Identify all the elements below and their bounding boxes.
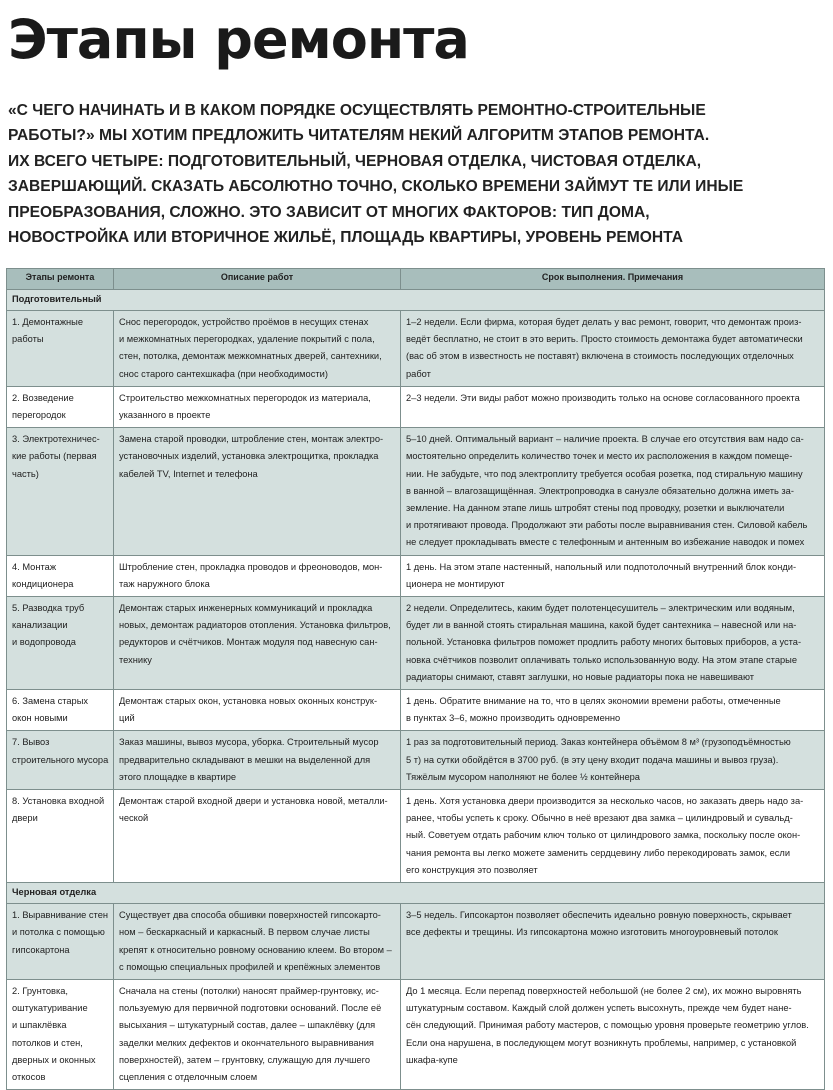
- table-row: [7, 731, 825, 790]
- description-cell: [114, 428, 401, 555]
- table-row: [7, 555, 825, 596]
- cell-line: Сначала на стены (потолки) наносят праймер-грунтовку, ис-: [119, 985, 379, 996]
- cell-line: кабелей TV, Internet и телефона: [119, 468, 258, 479]
- cell-line: редукторов и счётчиков. Монтаж модуля под навесную сан-: [119, 637, 378, 648]
- table-row: [7, 979, 825, 1089]
- cell-line: работы: [12, 334, 44, 345]
- column-header-stage: Этапы ремонта: [7, 269, 114, 290]
- cell-line: высыхания – штукатурный состав, далее – шпаклёвку (для: [119, 1020, 376, 1031]
- cell-line: новка счётчиков позволит оплачивать только использованную воду. На этом этапе старые: [406, 654, 798, 665]
- cell-line: оштукатуривание: [12, 1003, 88, 1014]
- column-header-deadline: Срок выполнения. Примечания: [401, 269, 825, 290]
- cell-line: строительного мусора: [12, 754, 109, 765]
- cell-line: и протягивают провода. Продолжают эти работы после выравнивания стен. Силовой кабель: [406, 520, 808, 531]
- lead-line: ЗАВЕРШАЮЩИЙ. СКАЗАТЬ АБСОЛЮТНО ТОЧНО, СКОЛЬКО ВРЕМЕНИ ЗАЙМУТ ТЕ ИЛИ ИНЫЕ: [8, 178, 744, 196]
- cell-line: перегородок: [12, 410, 66, 421]
- cell-line: Существует два способа обшивки поверхностей гипсокарто-: [119, 910, 381, 921]
- lead-line: «С ЧЕГО НАЧИНАТЬ И В КАКОМ ПОРЯДКЕ ОСУЩЕСТВЛЯТЬ РЕМОНТНО-СТРОИТЕЛЬНЫЕ: [8, 102, 706, 119]
- cell-line: ном – бескаркасный и каркасный. В первом случае листы: [119, 927, 370, 938]
- cell-line: с помощью специальных профилей и крепёжных элементов: [119, 961, 381, 972]
- cell-line: Снос перегородок, устройство проёмов в несущих стенах: [119, 317, 369, 327]
- stage-cell: [7, 428, 114, 555]
- description-cell: [114, 555, 401, 596]
- cell-line: работ: [406, 368, 431, 379]
- cell-line: указанного в проекте: [119, 410, 211, 421]
- cell-line: кие работы (первая: [12, 451, 97, 462]
- cell-line: потолков и стен,: [12, 1037, 83, 1048]
- cell-line: этого площадке в квартире: [119, 771, 237, 782]
- note-cell: [401, 555, 825, 596]
- stage-cell: [7, 904, 114, 980]
- cell-line: Демонтаж старой входной двери и установка новой, металли-: [119, 796, 388, 807]
- cell-line: 1 раз за подготовительный период. Заказ контейнера объёмом 8 м³ (грузоподъёмностью: [406, 737, 791, 748]
- cell-line: ведёт бесплатно, не стоит в это верить. Просто стоимость демонтажа будет автоматически: [406, 334, 803, 345]
- cell-line: и межкомнатных перегородках, удаление покрытий с пола,: [119, 334, 375, 345]
- cell-line: радиаторы снимают, ставят заглушки, но новые радиаторы пока не навешивают: [406, 671, 755, 682]
- stage-cell: [7, 790, 114, 883]
- cell-line: 1. Демонтажные: [12, 317, 84, 327]
- cell-line: предварительно складывают в мешки на выделенной для: [119, 754, 371, 765]
- cell-line: все дефекты и трещины. Из гипсокартона можно изготовить многоуровневый потолок: [406, 927, 778, 938]
- note-cell: [401, 428, 825, 555]
- cell-line: Штробление стен, прокладка проводов и фреоноводов, мон-: [119, 561, 383, 572]
- table-row: [7, 428, 825, 555]
- section-row: [7, 290, 825, 311]
- cell-line: 3–5 недель. Гипсокартон позволяет обеспечить идеально ровную поверхность, скрывает: [406, 910, 792, 921]
- table-row: [7, 386, 825, 427]
- cell-line: сцепления с отделочным слоем: [119, 1071, 258, 1082]
- cell-line: гипсокартона: [12, 944, 70, 955]
- cell-line: снос старого сантехшкафа (при необходимости): [119, 368, 328, 379]
- cell-line: его конструкция это позволяет: [406, 864, 538, 875]
- cell-line: 3. Электротехничес-: [12, 434, 100, 445]
- page-title: Этапы ремонта: [8, 8, 469, 71]
- description-cell: [114, 311, 401, 387]
- cell-line: (вас об этом в известность не поставят) включена в стоимость последующих отделочных: [406, 351, 794, 362]
- cell-line: 5 т) на сутки обойдётся в 3700 руб. (в эту цену входит подача машины и вывоз груза).: [406, 754, 779, 765]
- cell-line: и шпаклёвка: [12, 1020, 67, 1031]
- cell-line: 2. Грунтовка,: [12, 985, 68, 996]
- note-cell: [401, 904, 825, 980]
- cell-line: пользуемую для первичной подготовки оснований. После её: [119, 1003, 382, 1014]
- description-cell: [114, 979, 401, 1089]
- cell-line: и потолка с помощью: [12, 927, 105, 938]
- cell-line: в пунктах 3–6, можно производить одновременно: [406, 713, 621, 724]
- cell-line: часть): [12, 468, 39, 479]
- lead-line: ПРЕОБРАЗОВАНИЯ, СЛОЖНО. ЭТО ЗАВИСИТ ОТ МНОГИХ ФАКТОРОВ: ТИП ДОМА,: [8, 203, 650, 221]
- note-cell: [401, 311, 825, 387]
- cell-line: польной. Установка фильтров поможет продлить работу многих бытовых приборов, а уста-: [406, 637, 802, 648]
- note-cell: [401, 690, 825, 731]
- description-cell: [114, 386, 401, 427]
- cell-line: окон новыми: [12, 713, 68, 724]
- table-header-row: [7, 269, 825, 290]
- cell-line: Строительство межкомнатных перегородок из материала,: [119, 392, 371, 403]
- description-cell: [114, 731, 401, 790]
- cell-line: будет ли в ванной стоять стиральная машина, какой будет сантехника – навесной или на-: [406, 620, 797, 631]
- cell-line: стен, потолка, демонтаж межкомнатных дверей, сантехники,: [119, 351, 382, 362]
- cell-line: двери: [12, 813, 38, 824]
- note-cell: [401, 386, 825, 427]
- section-title: Подготовительный: [7, 290, 825, 311]
- cell-line: крепят к относительно ровному основанию клеем. Во втором –: [119, 944, 392, 955]
- cell-line: таж наружного блока: [119, 578, 210, 589]
- cell-line: новых, демонтаж радиаторов отопления. Установка фильтров,: [119, 620, 391, 631]
- section-title: Черновая отделка: [7, 883, 825, 904]
- cell-line: не следует прокладывать вместе с телефонным и антенным во избежание наводок и помех: [406, 537, 805, 548]
- cell-line: земление. На данном этапе лишь штробят стены под проводку, розетки и выключатели: [406, 503, 785, 514]
- table-body: [7, 290, 825, 1090]
- table-row: [7, 597, 825, 690]
- lead-line: РАБОТЫ?» МЫ ХОТИМ ПРЕДЛОЖИТЬ ЧИТАТЕЛЯМ НЕКИЙ АЛГОРИТМ ЭТАПОВ РЕМОНТА.: [8, 127, 710, 145]
- cell-line: 5. Разводка труб: [12, 603, 85, 614]
- cell-line: 4. Монтаж: [12, 561, 57, 572]
- note-cell: [401, 731, 825, 790]
- stage-cell: [7, 597, 114, 690]
- cell-line: 8. Установка входной: [12, 796, 105, 807]
- cell-line: 5–10 дней. Оптимальный вариант – наличие проекта. В случае его отсутствия вам надо са-: [406, 434, 804, 445]
- cell-line: 1 день. Обратите внимание на то, что в целях экономии времени работы, отмеченные: [406, 696, 781, 707]
- cell-line: кондиционера: [12, 578, 74, 589]
- cell-line: мостоятельно определить количество точек и место их расположения в каждом помеще-: [406, 451, 793, 462]
- cell-line: чания ремонта вы легко можете заменить сердцевину либо перекодировать замок, если: [406, 847, 791, 858]
- cell-line: До 1 месяца. Если перепад поверхностей небольшой (не более 2 см), их можно выровнять: [406, 985, 802, 996]
- cell-line: дверных и оконных: [12, 1054, 96, 1065]
- cell-line: сён следующий. Принимая работу мастеров, с помощью уровня проверьте геометрию углов.: [406, 1020, 809, 1031]
- cell-line: 7. Вывоз: [12, 737, 50, 748]
- cell-line: в ванной – влагозащищённая. Электропроводка в санузле обязательно должна иметь за-: [406, 485, 794, 496]
- section-row: [7, 883, 825, 904]
- cell-line: шкафа-купе: [406, 1054, 458, 1065]
- cell-line: 1 день. Хотя установка двери производится за несколько часов, но заказать дверь надо за-: [406, 796, 804, 807]
- table-row: [7, 790, 825, 883]
- cell-line: ческой: [119, 813, 149, 824]
- repair-stages-table: [6, 268, 825, 1090]
- description-cell: [114, 790, 401, 883]
- description-cell: [114, 690, 401, 731]
- description-cell: [114, 904, 401, 980]
- cell-line: нии. Не забудьте, что под электроплиту требуется особая розетка, под стиральную машину: [406, 468, 803, 479]
- cell-line: Если она нарушена, в последующем могут возникнуть проблемы, например, с установкой: [406, 1037, 797, 1048]
- note-cell: [401, 979, 825, 1089]
- cell-line: 6. Замена старых: [12, 696, 89, 707]
- cell-line: 2 недели. Определитесь, каким будет полотенцесушитель – электрическим или водяным,: [406, 603, 795, 614]
- lead-line: НОВОСТРОЙКА ИЛИ ВТОРИЧНОЕ ЖИЛЬЁ, ПЛОЩАДЬ КВАРТИРЫ, УРОВЕНЬ РЕМОНТА: [8, 229, 683, 247]
- description-cell: [114, 597, 401, 690]
- cell-line: технику: [119, 654, 152, 665]
- cell-line: откосов: [12, 1071, 46, 1082]
- cell-line: ционера не монтируют: [406, 578, 505, 589]
- cell-line: канализации: [12, 620, 68, 631]
- cell-line: ранее, чтобы успеть к сроку. Обычно в неё врезают два замка – цилиндровый и сувальд-: [406, 813, 793, 824]
- stage-cell: [7, 731, 114, 790]
- cell-line: заделки мелких дефектов и окончательного выравнивания: [119, 1037, 374, 1048]
- cell-line: 2–3 недели. Эти виды работ можно производить только на основе согласованного проекта: [406, 392, 800, 403]
- column-header-description: Описание работ: [114, 269, 401, 290]
- cell-line: и водопровода: [12, 637, 76, 648]
- cell-line: Тяжёлым мусором наполняют не более ½ контейнера: [406, 771, 640, 782]
- cell-line: Заказ машины, вывоз мусора, уборка. Строительный мусор: [119, 737, 379, 748]
- cell-line: ный. Советуем отдать рабочим ключ только от цилиндрового замка, поскольку после окон-: [406, 830, 801, 841]
- cell-line: Замена старой проводки, штробление стен, монтаж электро-: [119, 434, 384, 445]
- cell-line: ций: [119, 713, 135, 724]
- cell-line: установочных изделий, установка электрощитка, прокладка: [119, 451, 379, 462]
- stage-cell: [7, 690, 114, 731]
- cell-line: Демонтаж старых инженерных коммуникаций и прокладка: [119, 603, 373, 614]
- cell-line: поверхностей), затем – грунтовку, служащую для лучшего: [119, 1054, 371, 1065]
- table-row: [7, 311, 825, 387]
- note-cell: [401, 790, 825, 883]
- cell-line: Демонтаж старых окон, установка новых оконных конструк-: [119, 696, 378, 707]
- lead-line: ИХ ВСЕГО ЧЕТЫРЕ: ПОДГОТОВИТЕЛЬНЫЙ, ЧЕРНОВАЯ ОТДЕЛКА, ЧИСТОВАЯ ОТДЕЛКА,: [8, 152, 702, 170]
- cell-line: 1–2 недели. Если фирма, которая будет делать у вас ремонт, говорит, что демонтаж произ-: [406, 317, 802, 327]
- table-row: [7, 690, 825, 731]
- stage-cell: [7, 386, 114, 427]
- stage-cell: [7, 979, 114, 1089]
- table-row: [7, 904, 825, 980]
- stage-cell: [7, 311, 114, 387]
- stage-cell: [7, 555, 114, 596]
- cell-line: 2. Возведение: [12, 392, 74, 403]
- cell-line: 1 день. На этом этапе настенный, напольный или подпотолочный внутренний блок конди-: [406, 561, 797, 572]
- cell-line: штукатурным составом. Каждый слой должен успеть высохнуть, прежде чем будет нане-: [406, 1003, 792, 1014]
- cell-line: 1. Выравнивание стен: [12, 910, 109, 921]
- note-cell: [401, 597, 825, 690]
- lead-paragraph: [8, 98, 823, 250]
